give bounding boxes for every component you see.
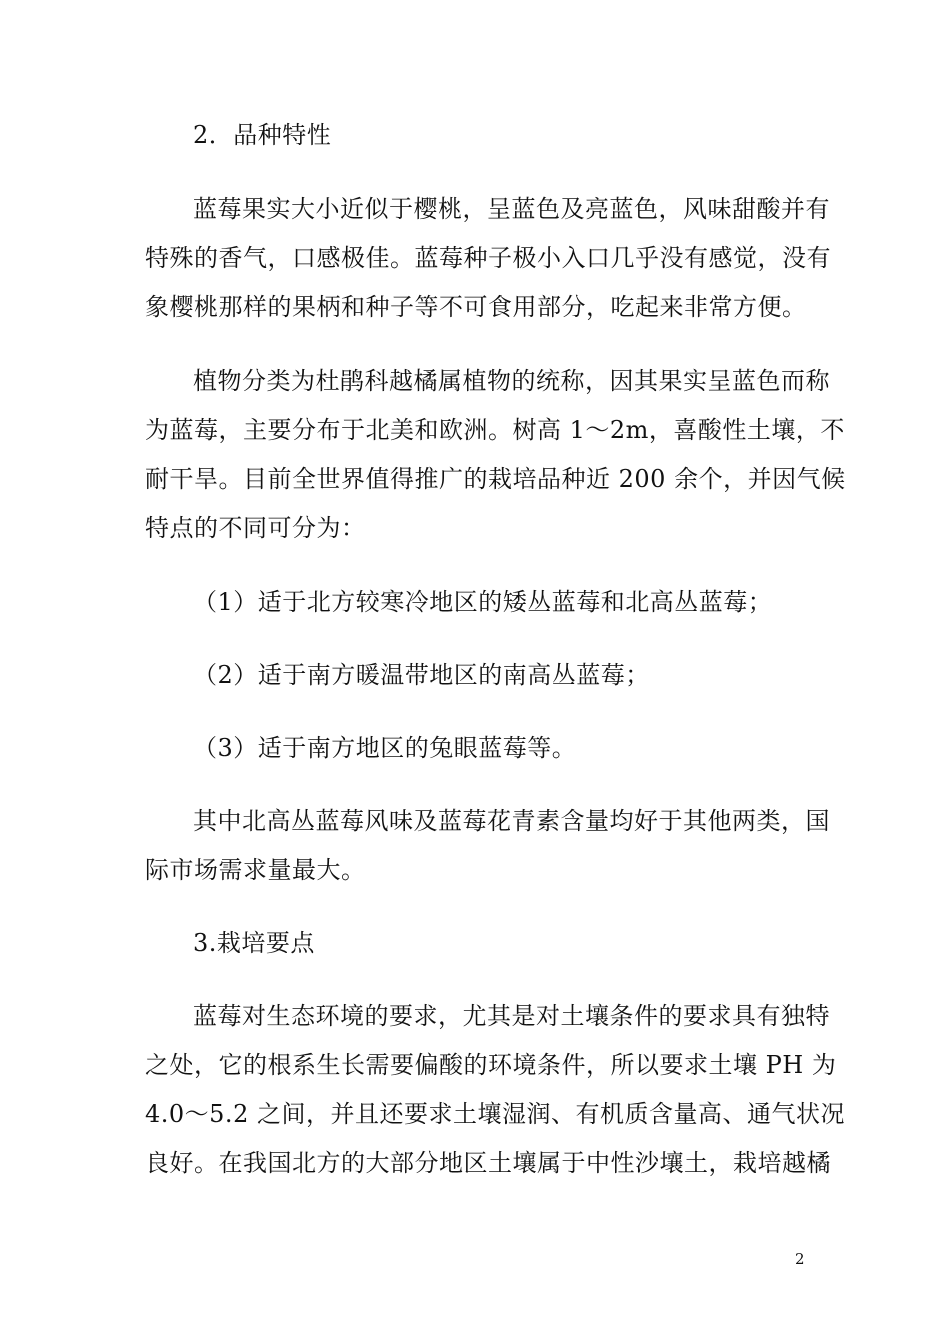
list-item: （2）适于南方暖温带地区的南高丛蓝莓；: [193, 661, 650, 689]
list-item: （3）适于南方地区的兔眼蓝莓等。: [193, 734, 577, 762]
section-heading-varieties: 2．品种特性: [193, 121, 332, 149]
paragraph-line: 蓝莓果实大小近似于樱桃，呈蓝色及亮蓝色，风味甜酸并有: [193, 195, 830, 223]
paragraph-line: 其中北高丛蓝莓风味及蓝莓花青素含量均好于其他两类，国: [193, 807, 830, 835]
paragraph-line: 植物分类为杜鹃科越橘属植物的统称，因其果实呈蓝色而称: [193, 367, 830, 395]
section-heading-cultivation: 3.栽培要点: [193, 929, 315, 957]
paragraph-line: 4.0～5.2 之间，并且还要求土壤湿润、有机质含量高、通气状况: [145, 1100, 845, 1128]
paragraph-line: 特点的不同可分为：: [145, 514, 366, 542]
paragraph-line: 蓝莓对生态环境的要求，尤其是对土壤条件的要求具有独特: [193, 1002, 830, 1030]
page-number: 2: [795, 1250, 805, 1268]
paragraph-line: 为蓝莓，主要分布于北美和欧洲。树高 1～2m，喜酸性土壤，不: [145, 416, 845, 444]
paragraph-line: 际市场需求量最大。: [145, 856, 366, 884]
paragraph-line: 象樱桃那样的果柄和种子等不可食用部分，吃起来非常方便。: [145, 293, 807, 321]
paragraph-line: 特殊的香气，口感极佳。蓝莓种子极小入口几乎没有感觉，没有: [145, 244, 831, 272]
paragraph-line: 良好。在我国北方的大部分地区土壤属于中性沙壤土，栽培越橘: [145, 1149, 831, 1177]
paragraph-line: 之处，它的根系生长需要偏酸的环境条件，所以要求土壤 PH 为: [145, 1051, 837, 1079]
list-item: （1）适于北方较寒冷地区的矮丛蓝莓和北高丛蓝莓；: [193, 588, 773, 616]
paragraph-line: 耐干旱。目前全世界值得推广的栽培品种近 200 余个，并因气候: [145, 465, 846, 493]
